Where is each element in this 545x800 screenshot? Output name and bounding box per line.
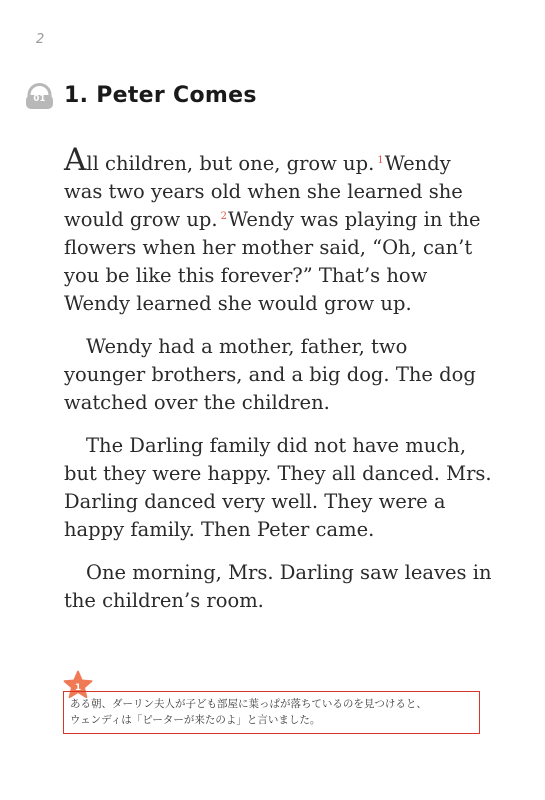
chapter-header bbox=[24, 80, 257, 111]
paragraph-1-part-2: Wendy was two years old when she learned she would grow up. bbox=[64, 152, 463, 231]
translation-line-2: ウェンディは「ピーターが来たのよ」と言いました。 bbox=[70, 714, 321, 726]
translation-line-1: ある朝、ダーリン夫人が子ども部屋に葉っぱが落ちているのを見つけると、 bbox=[70, 698, 427, 710]
paragraph-1 bbox=[64, 142, 494, 318]
reference-marker-1: 1 bbox=[377, 154, 384, 166]
translation-note bbox=[63, 691, 480, 734]
paragraph-1-part-1: ll children, but one, grow up. bbox=[86, 152, 375, 175]
paragraph-2: Wendy had a mother, father, two younger brothers, and a big dog. The dog watched over the children. bbox=[64, 335, 476, 414]
drop-cap: A bbox=[64, 142, 87, 178]
note-marker: 1 bbox=[74, 683, 82, 693]
story-text bbox=[64, 142, 494, 630]
page-number: 2 bbox=[36, 32, 45, 47]
paragraph-1-part-3: Wendy was playing in the flowers when her mother said, “Oh, can’t you be like this forever?” That’s how Wendy learned she would grow up. bbox=[64, 208, 481, 315]
paragraph-3: The Darling family did not have much, but they were happy. They all danced. Mrs. Darling danced very well. They were a happy family. Then Peter came. bbox=[64, 434, 492, 541]
reference-marker-2: 2 bbox=[220, 210, 227, 222]
headphones-icon[interactable] bbox=[24, 80, 55, 111]
paragraph-4: One morning, Mrs. Darling saw leaves in the children’s room. bbox=[64, 561, 492, 612]
chapter-title: 1. Peter Comes bbox=[64, 83, 257, 108]
track-number: 01 bbox=[33, 94, 46, 104]
